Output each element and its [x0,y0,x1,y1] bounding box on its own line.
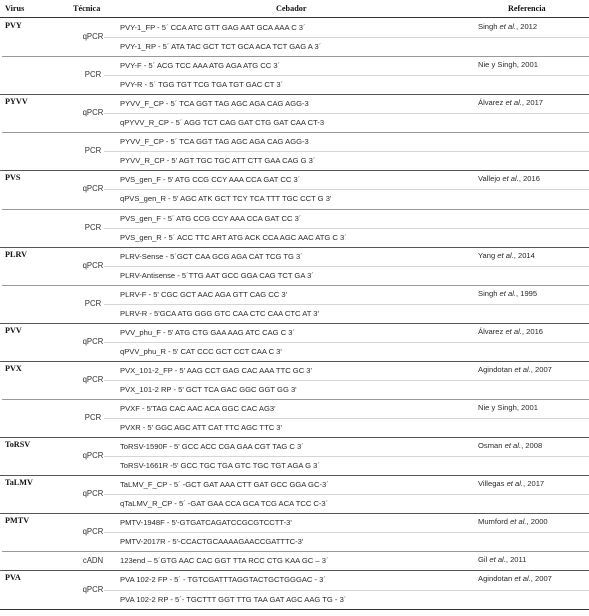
primer-cell: PVS_gen_F - 5´ ATG CCG CCY AAA CCA GAT CC 3´ [120,214,302,223]
technique-cell: qPCR [82,184,104,193]
primer-cell: PVV_phu_F - 5' ATG CTG GAA AAG ATC CAG C 3´ [120,328,296,337]
primer-cell: PVX_101-2 RP - 5' GCT TCA GAC GGC GGT GG 3' [120,385,297,394]
technique-cell: PCR [84,299,102,308]
virus-group-rule [0,170,589,171]
technique-group-rule [2,209,589,210]
primer-cell: PVY-1_FP - 5´ CCA ATC GTT GAG AAT GCA AAA C 3´ [120,23,306,32]
reference-cell: Álvarez et al., 2017 [478,98,544,107]
primer-cell: PVS_gen_F - 5' ATG CCG CCY AAA CCA GAT CC 3´ [120,175,301,184]
technique-group-rule [2,551,589,552]
reference-cell: Osman et al., 2008 [478,441,543,450]
technique-group-rule [2,56,589,57]
technique-cell: qPCR [82,32,104,41]
reference-cell: Álvarez et al., 2016 [478,327,544,336]
primer-cell: qTaLMV_R_CP - 5´ -GAT GAA CCA GCA TCG ACA TCC C-3´ [120,499,329,508]
header-rule [0,17,589,18]
primer-cell: PVY-F - 5´ ACG TCC AAA ATG AGA ATG CC 3´ [120,61,281,70]
technique-cell: qPCR [82,527,104,536]
primer-cell: qPVV_phu_R - 5' CAT CCC GCT CCT CAA C 3' [120,347,282,356]
row-rule [104,380,589,381]
primer-cell: PLRV-R - 5'GCA ATG GGG GTC CAA CTC CAA CTC AT 3' [120,309,319,318]
virus-cell: TaLMV [5,478,33,487]
primer-cell: TaLMV_F_CP - 5´ -GCT GAT AAA CTT GAT GCC GGA GC-3´ [120,480,329,489]
reference-cell: Vallejo et al., 2016 [478,174,540,183]
table-bottom-rule [0,609,589,610]
technique-cell: cADN [82,556,104,565]
technique-cell: qPCR [82,585,104,594]
virus-group-rule [0,361,589,362]
technique-cell: PCR [84,413,102,422]
reference-cell: Mumford et al., 2000 [478,517,548,526]
row-rule [104,590,589,591]
technique-cell: qPCR [82,261,104,270]
technique-cell: qPCR [82,375,104,384]
virus-group-rule [0,513,589,514]
primer-cell: PYVV_R_CP - 5' AGT TGC TGC ATT CTT GAA CAG G 3´ [120,156,316,165]
row-rule [104,75,589,76]
primer-cell: PVS_gen_R - 5´ ACC TTC ART ATG ACK CCA AGC AAC ATG C 3´ [120,233,347,242]
primer-cell: ToRSV-1661R -5' GCC TGC TGA GTC TGC TGT AGA G 3´ [120,461,320,470]
primer-cell: ToRSV-1590F - 5' GCC ACC CGA GAA CGT TAG C 3´ [120,442,304,451]
row-rule [104,456,589,457]
virus-group-rule [0,323,589,324]
technique-cell: qPCR [82,108,104,117]
virus-cell: PMTV [5,516,30,525]
virus-cell: PVA [5,573,21,582]
row-rule [104,266,589,267]
virus-cell: PVS [5,173,21,182]
technique-cell: PCR [84,223,102,232]
header-primer: Cebador [276,4,307,13]
primer-cell: PLRV-Sense - 5´GCT CAA GCG AGA CAT TCG TG 3´ [120,252,303,261]
technique-cell: PCR [84,146,102,155]
virus-cell: PVV [5,326,22,335]
reference-cell: Nie y Singh, 2001 [478,403,538,412]
row-rule [104,532,589,533]
technique-group-rule [2,132,589,133]
header-virus: Virus [5,4,25,13]
virus-group-rule [0,247,589,248]
virus-cell: PLRV [5,250,27,259]
technique-cell: qPCR [82,337,104,346]
reference-cell: Gil et al., 2011 [478,555,527,564]
technique-group-rule [2,399,589,400]
row-rule [104,113,589,114]
technique-cell: qPCR [82,451,104,460]
primer-cell: PVA 102-2 RP - 5´- TGCTTT GGT TTG TAA GAT AGC AAG TG - 3´ [120,595,347,604]
primer-cell: PLRV-Antisense - 5´TTG AAT GCC GGA CAG TCT GA 3´ [120,271,314,280]
virus-group-rule [0,570,589,571]
primer-cell: PVX_101-2_FP - 5' AAG CCT GAG CAC AAA TTC GC 3' [120,366,312,375]
reference-cell: Agindotan et al., 2007 [478,574,552,583]
row-rule [104,494,589,495]
primer-cell: PVXR - 5' GGC AGC ATT CAT TTC AGC TTC 3' [120,423,282,432]
virus-group-rule [0,475,589,476]
primer-cell: PVXF - 5'TAG CAC AAC ACA GGC CAC AG3' [120,404,276,413]
technique-group-rule [2,285,589,286]
reference-cell: Nie y Singh, 2001 [478,60,538,69]
primer-cell: qPYVV_R_CP - 5´ AGG TCT CAG GAT CTG GAT CAA CT-3 [120,118,325,127]
header-reference: Referencia [508,4,546,13]
row-rule [104,37,589,38]
row-rule [104,189,589,190]
primer-cell: 123end – 5´GTG AAC CAC GGT TTA RCC CTG KAA GC – 3´ [120,556,329,565]
primer-cell: PMTV-2017R - 5'-CCACTGCAAAAGAACCGATTTC-3' [120,537,304,546]
primer-cell: PMTV-1948F - 5'-GTGATCAGATCCGCGTCCTT-3' [120,518,292,527]
primer-cell: PYVV_F_CP - 5´ TCA GGT TAG AGC AGA CAG AGG-3 [120,137,309,146]
virus-cell: PVX [5,364,22,373]
row-rule [104,228,589,229]
reference-cell: Villegas et al., 2017 [478,479,545,488]
reference-cell: Singh et al., 1995 [478,289,538,298]
primer-cell: qPVS_gen_R - 5' AGC ATK GCT TCY TCA TTT TGC CCT G 3' [120,194,332,203]
virus-cell: PVY [5,21,22,30]
row-rule [104,418,589,419]
row-rule [104,304,589,305]
technique-cell: qPCR [82,489,104,498]
reference-cell: Yang et al., 2014 [478,251,535,260]
primer-cell: PVY-1_RP - 5´ ATA TAC GCT TCT GCA ACA TCT GAG A 3´ [120,42,322,51]
primer-cell: PVY-R - 5´ TGG TGT TCG TGA TGT GAC CT 3´ [120,80,284,89]
virus-cell: ToRSV [5,440,31,449]
row-rule [104,342,589,343]
header-technique: Técnica [73,4,101,13]
reference-cell: Singh et al., 2012 [478,22,538,31]
virus-group-rule [0,437,589,438]
virus-group-rule [0,94,589,95]
primer-cell: PYVV_F_CP - 5´ TCA GGT TAG AGC AGA CAG AGG-3 [120,99,309,108]
reference-cell: Agindotan et al., 2007 [478,365,552,374]
row-rule [104,151,589,152]
virus-cell: PYVV [5,97,28,106]
primer-cell: PLRV-F - 5' CGC GCT AAC AGA GTT CAG CC 3' [120,290,288,299]
technique-cell: PCR [84,70,102,79]
primer-cell: PVA 102-2 FP - 5´ - TGTCGATTTAGGTACTGCTGGGAC - 3´ [120,575,326,584]
